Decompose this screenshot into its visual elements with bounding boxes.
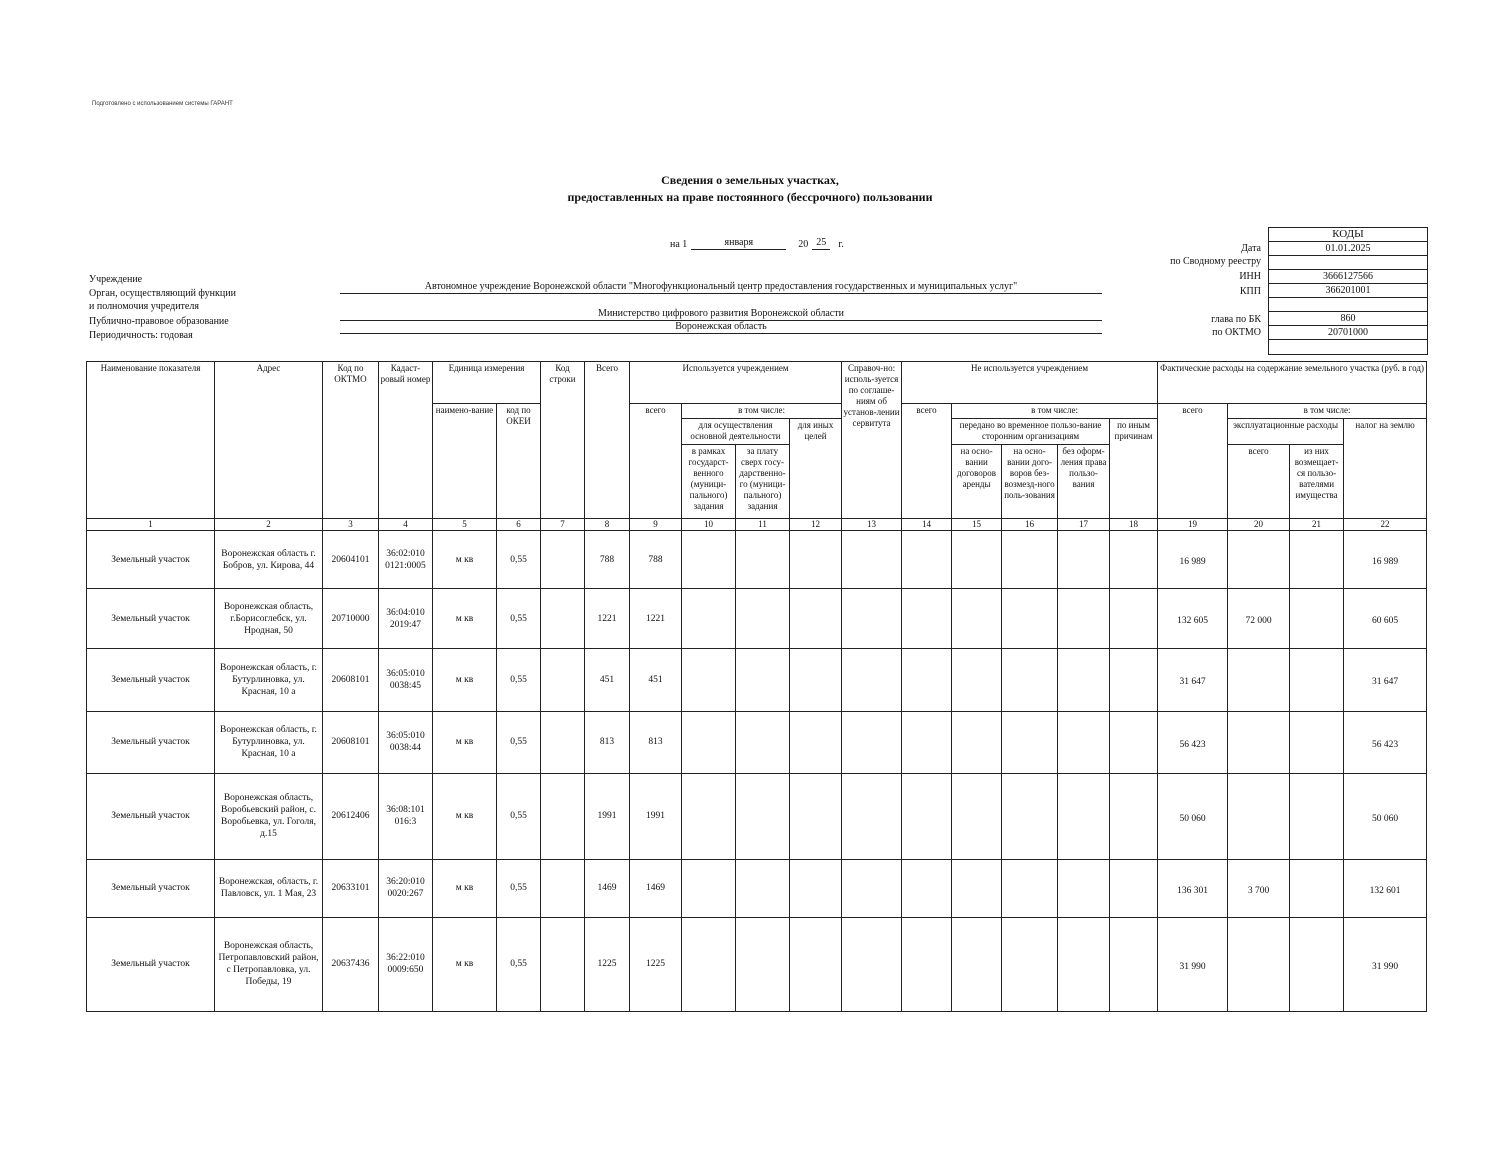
cell-reimbursed <box>1290 773 1344 859</box>
label-kpp: КПП <box>1239 286 1261 297</box>
cell-free <box>1002 859 1058 917</box>
cell-within-task <box>682 711 736 773</box>
cell-reference <box>842 773 902 859</box>
doc-title-line2: предоставленных на праве постоянного (бессрочного) пользовании <box>567 190 933 204</box>
cell-unit: м кв <box>433 649 497 711</box>
cell-address: Воронежская, область, г. Павловск, ул. 1 Мая, 23 <box>215 859 323 917</box>
th-row-code: Код строки <box>541 362 585 519</box>
cell-reimbursed <box>1290 531 1344 589</box>
cell-no-rights <box>1058 773 1110 859</box>
cell-oktmo: 20710000 <box>323 589 379 649</box>
cell-within-task <box>682 649 736 711</box>
cell-lease <box>952 711 1002 773</box>
column-number: 17 <box>1058 519 1110 531</box>
cell-free <box>1002 649 1058 711</box>
cell-other-goals <box>790 649 842 711</box>
cell-other-reasons <box>1110 589 1158 649</box>
th-lease: на осно-вании договоров аренды <box>952 445 1002 519</box>
th-free: на осно-вании дого-воров без-возмезд-ного поль-зования <box>1002 445 1058 519</box>
cell-op-total <box>1228 531 1290 589</box>
cell-unit: м кв <box>433 531 497 589</box>
column-numbers-row <box>87 519 1427 531</box>
cell-row-code <box>541 773 585 859</box>
label-date: Дата <box>1241 243 1261 254</box>
cell-free <box>1002 589 1058 649</box>
cell-within-task <box>682 531 736 589</box>
table-row <box>87 531 1427 589</box>
cell-address: Воронежская область, г. Бутурлиновка, ул. Красная, 10 а <box>215 649 323 711</box>
date-prefix: на 1 <box>670 239 688 250</box>
th-notused-total: всего <box>902 404 952 519</box>
column-number: 14 <box>902 519 952 531</box>
cell-lease <box>952 589 1002 649</box>
cell-reference <box>842 859 902 917</box>
cell-unit: м кв <box>433 773 497 859</box>
label-registry: по Сводному реестру <box>1170 256 1261 267</box>
cell-unit: м кв <box>433 589 497 649</box>
land-plots-table <box>86 361 1427 1012</box>
cell-total: 1225 <box>585 917 630 1011</box>
label-ppo: Публично-правовое образование <box>89 316 229 327</box>
cell-total: 1221 <box>585 589 630 649</box>
codes-header: КОДЫ <box>1269 228 1427 242</box>
cell-lease <box>952 649 1002 711</box>
cell-op-total <box>1228 917 1290 1011</box>
cell-paid <box>736 917 790 1011</box>
column-number: 11 <box>736 519 790 531</box>
th-other-goals: для иных целей <box>790 419 842 519</box>
label-inn: ИНН <box>1239 271 1261 282</box>
cell-address: Воронежская область, г. Бутурлиновка, ул. Красная, 10 а <box>215 711 323 773</box>
cell-okei: 0,55 <box>497 711 541 773</box>
cell-cadastral: 36:05:010 0038:45 <box>379 649 433 711</box>
date-month: января <box>691 237 786 250</box>
th-okei: код по ОКЕИ <box>497 404 541 519</box>
th-used: Используется учреждением <box>630 362 842 404</box>
cell-other-reasons <box>1110 917 1158 1011</box>
cell-cadastral: 36:05:010 0038:44 <box>379 711 433 773</box>
cell-other-goals <box>790 917 842 1011</box>
cell-address: Воронежская область, г.Борисоглебск, ул. Нродная, 50 <box>215 589 323 649</box>
label-bk: глава по БК <box>1211 314 1261 325</box>
cell-okei: 0,55 <box>497 773 541 859</box>
column-number: 18 <box>1110 519 1158 531</box>
cell-total: 1469 <box>585 859 630 917</box>
cell-oktmo: 20637436 <box>323 917 379 1011</box>
th-within-task: в рамках государст-венного (муници-пального) задания <box>682 445 736 519</box>
cell-reimbursed <box>1290 859 1344 917</box>
cell-reimbursed <box>1290 917 1344 1011</box>
cell-name: Земельный участок <box>87 859 215 917</box>
cell-land-tax: 16 989 <box>1344 531 1427 589</box>
cell-within-task <box>682 773 736 859</box>
cell-op-total: 72 000 <box>1228 589 1290 649</box>
cell-cadastral: 36:04:010 2019:47 <box>379 589 433 649</box>
cell-okei: 0,55 <box>497 649 541 711</box>
cell-total: 1991 <box>585 773 630 859</box>
label-period: Периодичность: годовая <box>89 330 193 341</box>
cell-land-tax: 56 423 <box>1344 711 1427 773</box>
column-number: 6 <box>497 519 541 531</box>
th-not-used: Не используется учреждением <box>902 362 1158 404</box>
cell-free <box>1002 917 1058 1011</box>
cell-paid <box>736 531 790 589</box>
cell-within-task <box>682 589 736 649</box>
code-oktmo: 20701000 <box>1269 326 1427 340</box>
cell-row-code <box>541 649 585 711</box>
label-organ-2: и полномочия учредителя <box>89 301 199 312</box>
cell-name: Земельный участок <box>87 649 215 711</box>
label-oktmo: по ОКТМО <box>1212 327 1261 338</box>
cell-exp-total: 132 605 <box>1158 589 1228 649</box>
cell-exp-total: 31 990 <box>1158 917 1228 1011</box>
cell-unit: м кв <box>433 917 497 1011</box>
th-used-incl: в том числе: <box>682 404 842 419</box>
cell-free <box>1002 531 1058 589</box>
date-year-prefix: 20 <box>798 239 809 250</box>
cell-other-goals <box>790 711 842 773</box>
th-reimbursed: из них возмещает-ся пользо-вателями имущества <box>1290 445 1344 519</box>
cell-exp-total: 31 647 <box>1158 649 1228 711</box>
cell-reference <box>842 711 902 773</box>
th-reference: Справоч-но: исполь-зуется по соглаше-ниям об установ-лении сервитута <box>842 362 902 519</box>
cell-lease <box>952 773 1002 859</box>
cell-name: Земельный участок <box>87 531 215 589</box>
column-number: 2 <box>215 519 323 531</box>
th-no-rights: без оформ-ления права пользо-вания <box>1058 445 1110 519</box>
cell-other-reasons <box>1110 649 1158 711</box>
cell-exp-total: 16 989 <box>1158 531 1228 589</box>
cell-cadastral: 36:20:010 0020:267 <box>379 859 433 917</box>
cell-oktmo: 20612406 <box>323 773 379 859</box>
th-unit: Единица измерения <box>433 362 541 404</box>
cell-other-goals <box>790 773 842 859</box>
cell-reimbursed <box>1290 589 1344 649</box>
column-number: 13 <box>842 519 902 531</box>
cell-op-total <box>1228 649 1290 711</box>
th-land-tax: налог на землю <box>1344 419 1427 519</box>
th-cadastral: Кадаст-ровый номер <box>379 362 433 519</box>
cell-total: 788 <box>585 531 630 589</box>
cell-oktmo: 20604101 <box>323 531 379 589</box>
cell-unit: м кв <box>433 859 497 917</box>
table-row <box>87 917 1427 1011</box>
th-main-activity: для осуществления основной деятельности <box>682 419 790 445</box>
cell-other-goals <box>790 589 842 649</box>
th-notused-incl: в том числе: <box>952 404 1158 419</box>
column-number: 19 <box>1158 519 1228 531</box>
cell-land-tax: 50 060 <box>1344 773 1427 859</box>
cell-notused-total <box>902 859 952 917</box>
cell-address: Воронежская область, Петропавловский район, с Петропавловка, ул. Победы, 19 <box>215 917 323 1011</box>
value-institution: Автономное учреждение Воронежской области "Многофункциональный центр предоставления государственных и муниципальных услуг" <box>340 281 1102 294</box>
th-other-reasons: по иным причинам <box>1110 419 1158 519</box>
cell-within-task <box>682 917 736 1011</box>
cell-exp-total: 50 060 <box>1158 773 1228 859</box>
cell-op-total <box>1228 711 1290 773</box>
column-number: 9 <box>630 519 682 531</box>
cell-row-code <box>541 711 585 773</box>
cell-okei: 0,55 <box>497 531 541 589</box>
cell-row-code <box>541 589 585 649</box>
cell-notused-total <box>902 589 952 649</box>
code-date: 01.01.2025 <box>1269 242 1427 256</box>
cell-lease <box>952 859 1002 917</box>
cell-no-rights <box>1058 859 1110 917</box>
cell-op-total <box>1228 773 1290 859</box>
th-exp-total: всего <box>1158 404 1228 519</box>
cell-paid <box>736 649 790 711</box>
cell-name: Земельный участок <box>87 589 215 649</box>
garant-note: Подготовлено с использованием системы ГАРАНТ <box>92 101 233 107</box>
cell-oktmo: 20633101 <box>323 859 379 917</box>
cell-used-total: 788 <box>630 531 682 589</box>
th-operational: эксплуатационные расходы <box>1228 419 1344 445</box>
cell-no-rights <box>1058 711 1110 773</box>
cell-used-total: 1469 <box>630 859 682 917</box>
cell-land-tax: 132 601 <box>1344 859 1427 917</box>
cell-free <box>1002 711 1058 773</box>
column-number: 1 <box>87 519 215 531</box>
column-number: 5 <box>433 519 497 531</box>
code-registry <box>1269 256 1427 270</box>
date-suffix: г. <box>838 239 844 250</box>
cell-no-rights <box>1058 589 1110 649</box>
cell-notused-total <box>902 711 952 773</box>
th-used-total: всего <box>630 404 682 519</box>
cell-reimbursed <box>1290 649 1344 711</box>
cell-reimbursed <box>1290 711 1344 773</box>
cell-reference <box>842 649 902 711</box>
cell-name: Земельный участок <box>87 711 215 773</box>
cell-total: 813 <box>585 711 630 773</box>
column-number: 15 <box>952 519 1002 531</box>
table-row <box>87 773 1427 859</box>
cell-lease <box>952 531 1002 589</box>
cell-within-task <box>682 859 736 917</box>
cell-notused-total <box>902 773 952 859</box>
cell-okei: 0,55 <box>497 589 541 649</box>
cell-no-rights <box>1058 531 1110 589</box>
cell-used-total: 1225 <box>630 917 682 1011</box>
cell-reference <box>842 531 902 589</box>
th-oktmo: Код по ОКТМО <box>323 362 379 519</box>
cell-total: 451 <box>585 649 630 711</box>
cell-notused-total <box>902 649 952 711</box>
th-total: Всего <box>585 362 630 519</box>
cell-cadastral: 36:02:010 0121:0005 <box>379 531 433 589</box>
cell-other-reasons <box>1110 711 1158 773</box>
label-institution: Учреждение <box>89 274 143 285</box>
date-year: 25 <box>812 237 830 250</box>
value-ppo: Воронежская область <box>340 321 1102 334</box>
cell-cadastral: 36:08:101 016:3 <box>379 773 433 859</box>
column-number: 16 <box>1002 519 1058 531</box>
cell-cadastral: 36:22:010 0009:650 <box>379 917 433 1011</box>
cell-paid <box>736 773 790 859</box>
cell-lease <box>952 917 1002 1011</box>
cell-okei: 0,55 <box>497 917 541 1011</box>
cell-exp-total: 136 301 <box>1158 859 1228 917</box>
code-empty <box>1269 298 1427 312</box>
cell-okei: 0,55 <box>497 859 541 917</box>
doc-title-line1: Сведения о земельных участках, <box>661 173 839 187</box>
column-number: 4 <box>379 519 433 531</box>
cell-op-total: 3 700 <box>1228 859 1290 917</box>
cell-free <box>1002 773 1058 859</box>
table-row <box>87 711 1427 773</box>
label-organ-1: Орган, осуществляющий функции <box>89 288 236 299</box>
cell-other-reasons <box>1110 773 1158 859</box>
column-number: 7 <box>541 519 585 531</box>
cell-exp-total: 56 423 <box>1158 711 1228 773</box>
cell-notused-total <box>902 917 952 1011</box>
code-kpp: 366201001 <box>1269 284 1427 298</box>
th-address: Адрес <box>215 362 323 519</box>
cell-row-code <box>541 531 585 589</box>
column-number: 20 <box>1228 519 1290 531</box>
cell-reference <box>842 589 902 649</box>
cell-other-goals <box>790 859 842 917</box>
cell-oktmo: 20608101 <box>323 711 379 773</box>
column-number: 8 <box>585 519 630 531</box>
cell-paid <box>736 589 790 649</box>
value-organ: Министерство цифрового развития Воронежской области <box>340 308 1102 321</box>
table-row <box>87 649 1427 711</box>
code-blank <box>1269 340 1427 354</box>
th-op-total: всего <box>1228 445 1290 519</box>
cell-land-tax: 31 990 <box>1344 917 1427 1011</box>
column-number: 21 <box>1290 519 1344 531</box>
cell-name: Земельный участок <box>87 917 215 1011</box>
cell-used-total: 1991 <box>630 773 682 859</box>
column-number: 10 <box>682 519 736 531</box>
cell-reference <box>842 917 902 1011</box>
cell-used-total: 1221 <box>630 589 682 649</box>
th-expenses: Фактические расходы на содержание земельного участка (руб. в год) <box>1158 362 1427 404</box>
cell-no-rights <box>1058 649 1110 711</box>
cell-row-code <box>541 917 585 1011</box>
report-date <box>670 237 844 250</box>
cell-name: Земельный участок <box>87 773 215 859</box>
column-number: 22 <box>1344 519 1427 531</box>
th-transferred: передано во временное пользо-вание сторонним организациям <box>952 419 1110 445</box>
cell-other-reasons <box>1110 859 1158 917</box>
table-row <box>87 859 1427 917</box>
cell-row-code <box>541 859 585 917</box>
cell-notused-total <box>902 531 952 589</box>
th-name: Наименование показателя <box>87 362 215 519</box>
cell-paid <box>736 859 790 917</box>
th-unit-name: наимено-вание <box>433 404 497 519</box>
th-exp-incl: в том числе: <box>1228 404 1427 419</box>
cell-no-rights <box>1058 917 1110 1011</box>
cell-land-tax: 31 647 <box>1344 649 1427 711</box>
cell-land-tax: 60 605 <box>1344 589 1427 649</box>
cell-used-total: 813 <box>630 711 682 773</box>
codes-box <box>1268 227 1428 355</box>
cell-paid <box>736 711 790 773</box>
column-number: 3 <box>323 519 379 531</box>
code-inn: 3666127566 <box>1269 270 1427 284</box>
cell-unit: м кв <box>433 711 497 773</box>
cell-oktmo: 20608101 <box>323 649 379 711</box>
cell-used-total: 451 <box>630 649 682 711</box>
cell-address: Воронежская область г. Бобров, ул. Кирова, 44 <box>215 531 323 589</box>
cell-other-reasons <box>1110 531 1158 589</box>
cell-address: Воронежская область, Воробьевский район, с. Воробьевка, ул. Гоголя, д.15 <box>215 773 323 859</box>
cell-other-goals <box>790 531 842 589</box>
table-row <box>87 589 1427 649</box>
column-number: 12 <box>790 519 842 531</box>
th-paid: за плату сверх госу-дарственно-го (муници-пального) задания <box>736 445 790 519</box>
code-bk: 860 <box>1269 312 1427 326</box>
